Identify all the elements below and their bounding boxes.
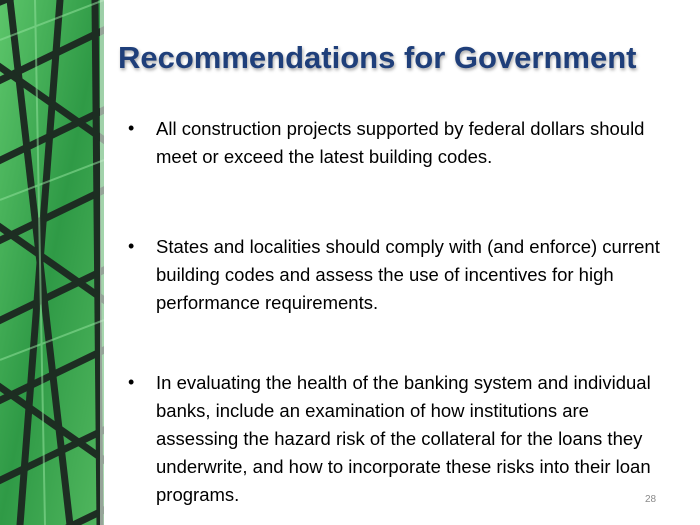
bullet-item (128, 115, 668, 171)
bullet-text: In evaluating the health of the banking system and individual banks, include an examination of how institutions are assessing the hazard risk of the collateral for the loans they underwrite, and how to incorporate these risks into their loan programs. (156, 372, 651, 505)
bullet-text: All construction projects supported by federal dollars should meet or exceed the latest building codes. (156, 118, 645, 167)
bullet-item (128, 369, 668, 509)
lattice-pattern-graphic (0, 0, 104, 525)
bullet-icon: • (128, 372, 135, 392)
bullet-icon: • (128, 236, 135, 256)
bullet-icon: • (128, 118, 135, 138)
bullet-text: States and localities should comply with (and enforce) current building codes and assess the use of incentives for high performance requirements. (156, 236, 660, 313)
bullet-item (128, 233, 668, 317)
decorative-side-graphic (0, 0, 104, 525)
page-number: 28 (645, 494, 657, 505)
slide-title: Recommendations for Government (118, 40, 637, 75)
